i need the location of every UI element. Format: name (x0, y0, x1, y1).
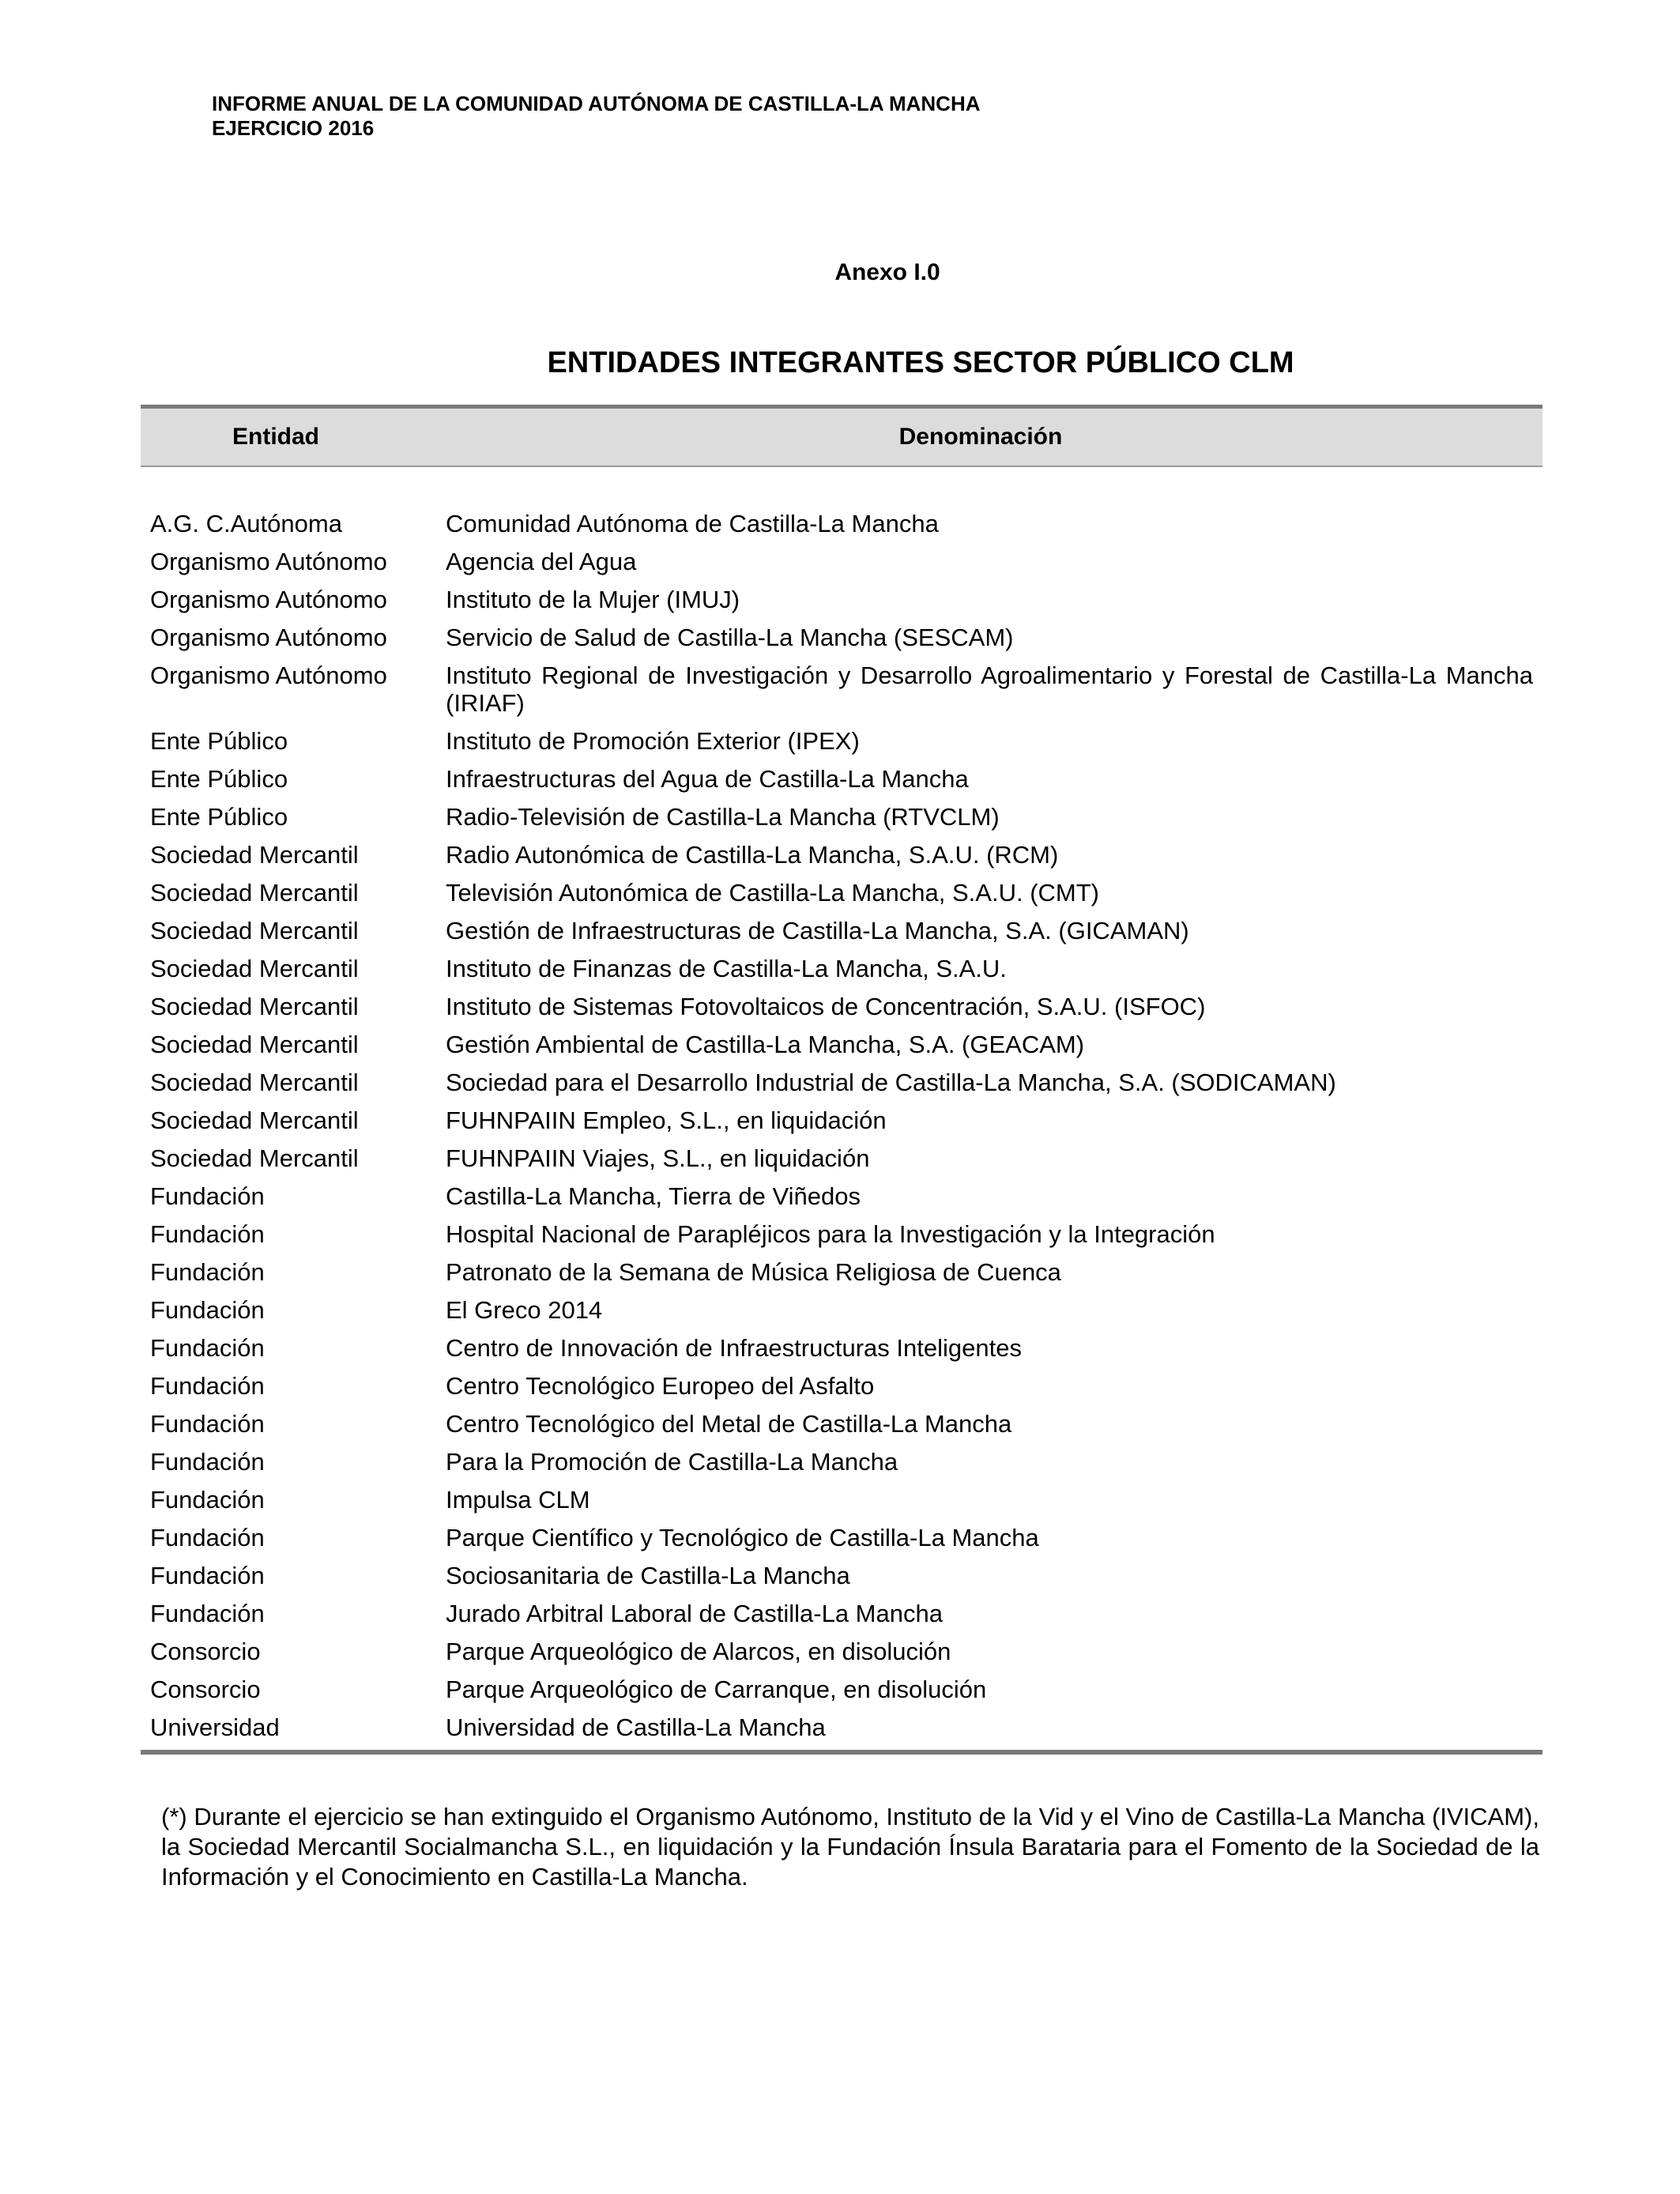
cell-denominacion: El Greco 2014 (446, 1296, 603, 1324)
table-row (141, 1064, 1543, 1102)
cell-denominacion: Centro Tecnológico Europeo del Asfalto (446, 1372, 875, 1400)
table-row (141, 950, 1543, 988)
table-row (141, 1633, 1543, 1671)
table-row (141, 836, 1543, 874)
cell-entidad: Ente Público (150, 765, 288, 793)
table-bottom-rule (141, 1750, 1543, 1755)
table-row (141, 1557, 1543, 1595)
cell-entidad: Fundación (150, 1182, 265, 1210)
page-header (212, 92, 981, 141)
cell-entidad: Fundación (150, 1600, 265, 1627)
cell-denominacion: Instituto de Sistemas Fotovoltaicos de Concentración, S.A.U. (ISFOC) (446, 993, 1206, 1020)
page-title: ENTIDADES INTEGRANTES SECTOR PÚBLICO CLM (547, 346, 1294, 379)
table-row (141, 798, 1543, 836)
table-row (141, 1329, 1543, 1367)
table-row (141, 505, 1543, 543)
cell-entidad: Sociedad Mercantil (150, 955, 359, 982)
cell-entidad: Fundación (150, 1448, 265, 1476)
cell-denominacion: Parque Arqueológico de Carranque, en disolución (446, 1676, 987, 1703)
cell-entidad: Sociedad Mercantil (150, 1106, 359, 1134)
cell-entidad: Fundación (150, 1410, 265, 1438)
cell-entidad: Sociedad Mercantil (150, 879, 359, 907)
table-row (141, 912, 1543, 950)
cell-entidad: Sociedad Mercantil (150, 917, 359, 944)
cell-entidad: Sociedad Mercantil (150, 993, 359, 1020)
table-row (141, 1102, 1543, 1140)
cell-entidad: Sociedad Mercantil (150, 1069, 359, 1096)
table-row (141, 543, 1543, 581)
cell-denominacion: Infraestructuras del Agua de Castilla-La Mancha (446, 765, 969, 793)
cell-denominacion: Jurado Arbitral Laboral de Castilla-La Mancha (446, 1600, 943, 1627)
cell-entidad: Consorcio (150, 1638, 261, 1665)
table-header (141, 405, 1543, 467)
cell-denominacion: Gestión Ambiental de Castilla-La Mancha, S.A. (GEACAM) (446, 1031, 1085, 1058)
cell-denominacion: Instituto de la Mujer (IMUJ) (446, 586, 740, 613)
cell-denominacion: Impulsa CLM (446, 1486, 590, 1514)
table-row (141, 1291, 1543, 1329)
column-header-denominacion: Denominación (898, 424, 1063, 450)
entities-table (141, 405, 1543, 1755)
cell-denominacion: Comunidad Autónoma de Castilla-La Mancha (446, 510, 939, 537)
table-row (141, 1405, 1543, 1443)
table-row (141, 1026, 1543, 1064)
cell-denominacion: Sociedad para el Desarrollo Industrial de Castilla-La Mancha, S.A. (SODICAMAN) (446, 1069, 1336, 1096)
cell-denominacion: Radio-Televisión de Castilla-La Mancha (RTVCLM) (446, 803, 1000, 831)
cell-entidad: A.G. C.Autónoma (150, 510, 342, 537)
cell-entidad: Fundación (150, 1220, 265, 1248)
cell-denominacion: FUHNPAIIN Empleo, S.L., en liquidación (446, 1106, 887, 1134)
table-row (141, 657, 1543, 722)
table-row (141, 1253, 1543, 1291)
cell-entidad: Fundación (150, 1486, 265, 1514)
cell-entidad: Organismo Autónomo (150, 548, 387, 575)
cell-denominacion: Instituto Regional de Investigación y Desarrollo Agroalimentario y Forestal de Castilla-La Mancha (IRIAF) (446, 662, 1533, 717)
cell-entidad: Sociedad Mercantil (150, 1144, 359, 1172)
table-row (141, 1519, 1543, 1557)
cell-denominacion: Para la Promoción de Castilla-La Mancha (446, 1448, 898, 1476)
cell-denominacion: Instituto de Promoción Exterior (IPEX) (446, 727, 860, 755)
cell-entidad: Organismo Autónomo (150, 624, 387, 651)
cell-entidad: Fundación (150, 1524, 265, 1551)
cell-denominacion: Universidad de Castilla-La Mancha (446, 1713, 826, 1741)
cell-denominacion: Instituto de Finanzas de Castilla-La Mancha, S.A.U. (446, 955, 1007, 982)
table-row (141, 1481, 1543, 1519)
cell-entidad: Organismo Autónomo (150, 586, 387, 613)
table-row (141, 1709, 1543, 1747)
table-row (141, 619, 1543, 657)
table-row (141, 760, 1543, 798)
cell-entidad: Universidad (150, 1713, 280, 1741)
cell-denominacion: Parque Científico y Tecnológico de Castilla-La Mancha (446, 1524, 1039, 1551)
table-body (141, 467, 1543, 1747)
table-row (141, 581, 1543, 619)
cell-denominacion: Radio Autonómica de Castilla-La Mancha, S.A.U. (RCM) (446, 841, 1059, 869)
table-row (141, 1367, 1543, 1405)
cell-entidad: Fundación (150, 1562, 265, 1589)
cell-denominacion: Parque Arqueológico de Alarcos, en disolución (446, 1638, 951, 1665)
cell-entidad: Fundación (150, 1296, 265, 1324)
table-row (141, 1140, 1543, 1178)
cell-entidad: Consorcio (150, 1676, 261, 1703)
table-row (141, 874, 1543, 912)
fiscal-year: EJERCICIO 2016 (212, 116, 375, 140)
cell-entidad: Fundación (150, 1334, 265, 1362)
cell-entidad: Organismo Autónomo (150, 662, 387, 689)
annex-label: Anexo I.0 (834, 259, 940, 285)
table-row (141, 722, 1543, 760)
cell-denominacion: Centro de Innovación de Infraestructuras Inteligentes (446, 1334, 1022, 1362)
cell-entidad: Fundación (150, 1258, 265, 1286)
report-title: INFORME ANUAL DE LA COMUNIDAD AUTÓNOMA DE CASTILLA-LA MANCHA (212, 92, 981, 115)
cell-denominacion: Patronato de la Semana de Música Religiosa de Cuenca (446, 1258, 1061, 1286)
cell-denominacion: Agencia del Agua (446, 548, 637, 575)
cell-denominacion: FUHNPAIIN Viajes, S.L., en liquidación (446, 1144, 870, 1172)
cell-denominacion: Hospital Nacional de Parapléjicos para la Investigación y la Integración (446, 1220, 1215, 1248)
cell-denominacion: Televisión Autonómica de Castilla-La Mancha, S.A.U. (CMT) (446, 879, 1099, 907)
table-row (141, 1178, 1543, 1216)
column-header-entidad: Entidad (232, 424, 319, 450)
table-row (141, 1595, 1543, 1633)
cell-entidad: Ente Público (150, 727, 288, 755)
cell-entidad: Sociedad Mercantil (150, 1031, 359, 1058)
table-row (141, 1671, 1543, 1709)
footnote: (*) Durante el ejercicio se han extinguido el Organismo Autónomo, Instituto de la Vid y el Vino de Castilla-La Mancha (IVICAM), la Sociedad Mercantil Socialmancha S.L., en liquidación y la Fundación Ínsula Barataria para el Fomento de la Sociedad de la Información y el Conocimiento en Castilla-La Mancha. (161, 1803, 1539, 1891)
table-row (141, 988, 1543, 1026)
table-row (141, 1216, 1543, 1253)
cell-denominacion: Castilla-La Mancha, Tierra de Viñedos (446, 1182, 861, 1210)
cell-denominacion: Centro Tecnológico del Metal de Castilla-La Mancha (446, 1410, 1012, 1438)
cell-denominacion: Servicio de Salud de Castilla-La Mancha (SESCAM) (446, 624, 1014, 651)
cell-denominacion: Sociosanitaria de Castilla-La Mancha (446, 1562, 850, 1589)
table-row (141, 1443, 1543, 1481)
cell-entidad: Sociedad Mercantil (150, 841, 359, 869)
cell-entidad: Fundación (150, 1372, 265, 1400)
cell-denominacion: Gestión de Infraestructuras de Castilla-La Mancha, S.A. (GICAMAN) (446, 917, 1189, 944)
cell-entidad: Ente Público (150, 803, 288, 831)
